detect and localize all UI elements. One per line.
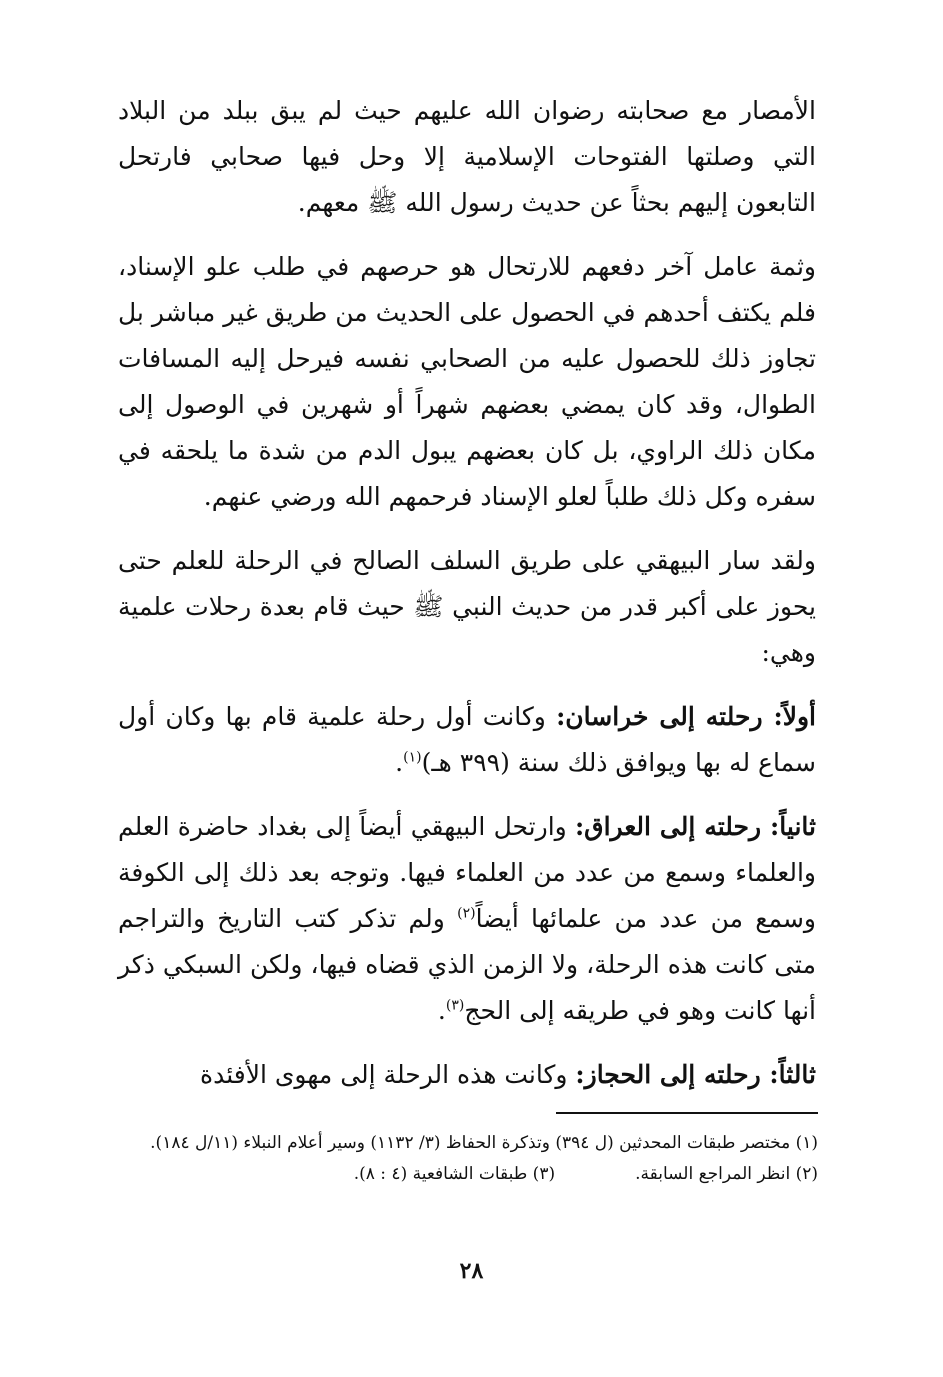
heading-hijaz: ثالثاً: رحلته إلى الحجاز:	[575, 1060, 816, 1089]
heading-iraq: ثانياً: رحلته إلى العراق:	[574, 812, 816, 841]
paragraph-3-text: ولقد سار البيهقي على طريق السلف الصالح في الرحلة للعلم حتى يحوز على أكبر قدر من حديث النبي ﷺ حيث قام بعدة رحلات علمية وهي:	[118, 546, 816, 667]
page-number: ٢٨	[459, 1258, 484, 1284]
paragraph-2	[118, 244, 816, 520]
footnote-ref-3[interactable]: (٣)	[445, 997, 465, 1014]
main-text	[118, 88, 816, 1116]
footnote-1: (١) مختصر طبقات المحدثين (ل ٣٩٤) وتذكرة الحفاظ (٣/ ١١٣٢) وسير أعلام النبلاء (١١/ل ١٨٤).	[150, 1133, 818, 1153]
footnotes	[118, 1128, 818, 1190]
footnote-2: (٢) انظر المراجع السابقة.	[635, 1164, 818, 1184]
text-khurasan-end: .	[395, 748, 404, 777]
text-iraq-end: .	[437, 996, 446, 1025]
text-iraq-cont: ولم تذكر كتب التاريخ والتراجم متى كانت هذه الرحلة، ولا الزمن الذي قضاه فيها، ولكن السبكي ذكر أنها كانت وهو في طريقه إلى الحج	[118, 904, 816, 1025]
paragraph-1	[118, 88, 816, 226]
heading-khurasan: أولاً: رحلته إلى خراسان:	[556, 702, 816, 731]
paragraph-3	[118, 538, 816, 676]
footnote-3: (٣) طبقات الشافعية (٤ : ٨).	[353, 1164, 556, 1184]
text-khurasan: وكانت أول رحلة علمية قام بها وكان أول سماع له بها ويوافق ذلك سنة (٣٩٩ هـ)	[118, 702, 816, 777]
text-hijaz: وكانت هذه الرحلة إلى مهوى الأفئدة	[200, 1060, 576, 1089]
journey-hijaz	[118, 1052, 816, 1098]
journey-iraq	[118, 804, 816, 1034]
footnote-divider	[556, 1112, 818, 1114]
paragraph-1-text: الأمصار مع صحابته رضوان الله عليهم حيث لم يبق ببلد من البلاد التي وصلتها الفتوحات الإسلامية إلا وحل فيها صحابي فارتحل التابعون إليهم بحثاً عن حديث رسول الله ﷺ معهم.	[118, 96, 816, 217]
journey-khurasan	[118, 694, 816, 786]
paragraph-2-text: وثمة عامل آخر دفعهم للارتحال هو حرصهم في طلب علو الإسناد، فلم يكتف أحدهم في الحصول على الحديث من طريق غير مباشر بل تجاوز ذلك للحصول عليه من الصحابي نفسه فيرحل إليه المسافات الطوال، وقد كان يمضي بعضهم شهراً أو شهرين في الوصول إلى مكان ذلك الراوي، بل كان بعضهم يبول الدم من شدة ما يلحقه في سفره وكل ذلك طلباً لعلو الإسناد فرحمهم الله ورضي عنهم.	[118, 252, 816, 511]
footnote-ref-1[interactable]: (١)	[403, 749, 422, 766]
footnote-ref-2[interactable]: (٢)	[457, 905, 476, 922]
text-iraq: وارتحل البيهقي أيضاً إلى بغداد حاضرة العلم والعلماء وسمع من عدد من العلماء فيها. وتوجه بعد ذلك إلى الكوفة وسمع من عدد من علمائها أيضاً	[118, 812, 816, 933]
footnote-row	[118, 1159, 818, 1190]
